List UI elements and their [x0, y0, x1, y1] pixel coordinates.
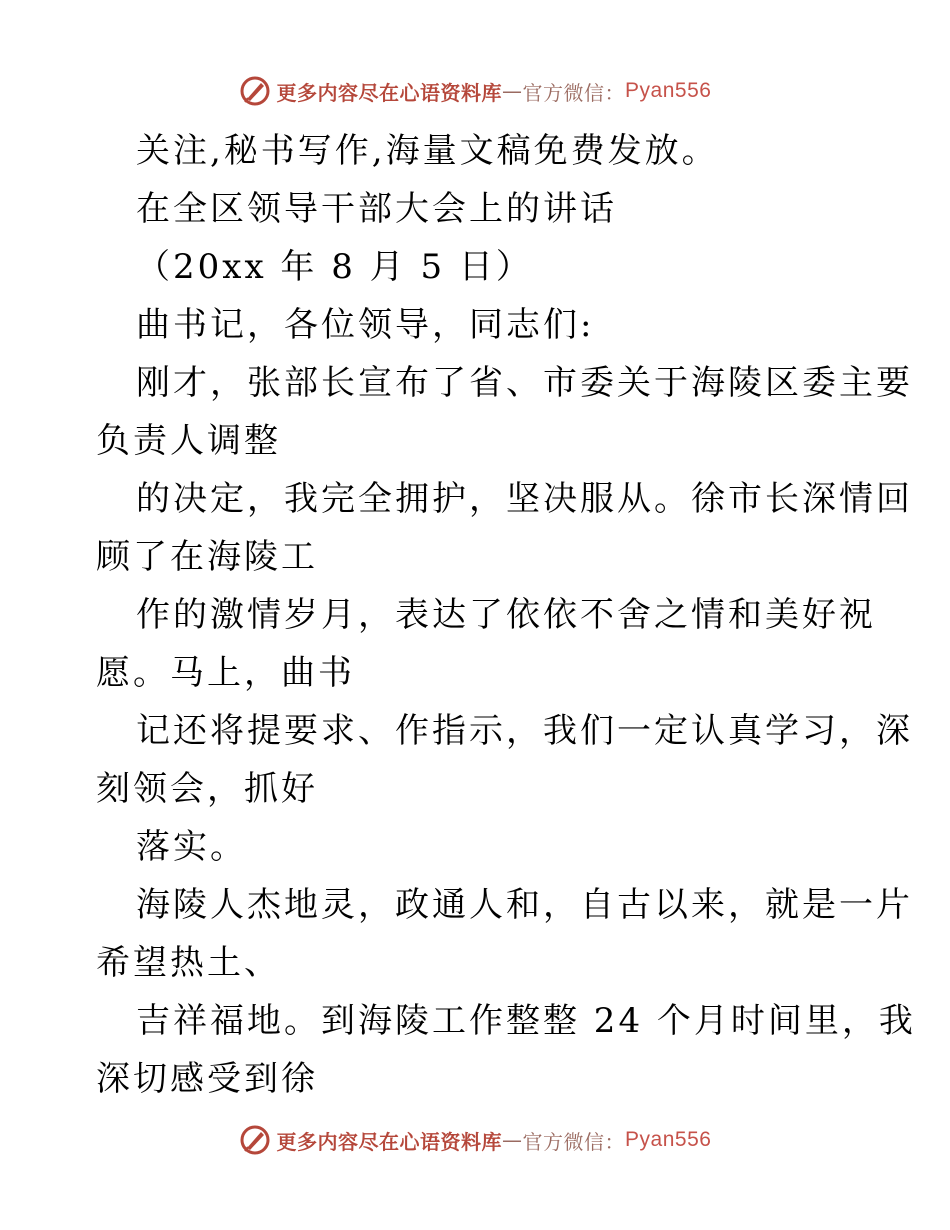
banner-dash: —: [502, 1128, 523, 1152]
text-line: 作的激情岁月，表达了依依不舍之情和美好祝: [136, 595, 876, 635]
text-line: 吉祥福地。到海陵工作整整 24 个月时间里，我: [136, 1001, 916, 1041]
text-line: 愿。马上，曲书: [96, 653, 355, 693]
wechat-id: Pyan556: [625, 79, 712, 102]
speech-title: 在全区领导干部大会上的讲话: [136, 189, 617, 229]
text-line: 刻领会，抓好: [96, 769, 318, 809]
library-text: 更多内容尽在心语资料库: [276, 1129, 503, 1154]
text-line: 的决定，我完全拥护，坚决服从。徐市长深情回: [136, 479, 913, 519]
footer-banner: [0, 1120, 950, 1160]
salutation: 曲书记，各位领导，同志们:: [136, 305, 595, 345]
text-line: 深切感受到徐: [96, 1059, 318, 1099]
quill-pen-logo-icon: [239, 75, 271, 107]
wechat-label: 官方微信：: [522, 1129, 626, 1154]
text-line: 海陵人杰地灵，政通人和，自古以来，就是一片: [136, 885, 913, 925]
wechat-id: Pyan556: [625, 1128, 712, 1151]
text-line: 负责人调整: [96, 421, 281, 461]
text-line: 记还将提要求、作指示，我们一定认真学习，深: [136, 711, 913, 751]
document-body: [96, 122, 916, 1108]
text-line: 刚才，张部长宣布了省、市委关于海陵区委主要: [136, 363, 913, 403]
text-line: 顾了在海陵工: [96, 537, 318, 577]
quill-pen-logo-icon: [239, 1124, 271, 1156]
text-line: 关注,秘书写作,海量文稿免费发放。: [136, 131, 719, 171]
text-line: 希望热土、: [96, 943, 281, 983]
text-line: 落实。: [136, 827, 247, 867]
banner-dash: —: [502, 79, 523, 103]
header-banner: [0, 71, 950, 111]
speech-date: （20xx 年 8 月 5 日）: [136, 247, 533, 287]
wechat-label: 官方微信：: [522, 80, 626, 105]
library-text: 更多内容尽在心语资料库: [276, 80, 503, 105]
